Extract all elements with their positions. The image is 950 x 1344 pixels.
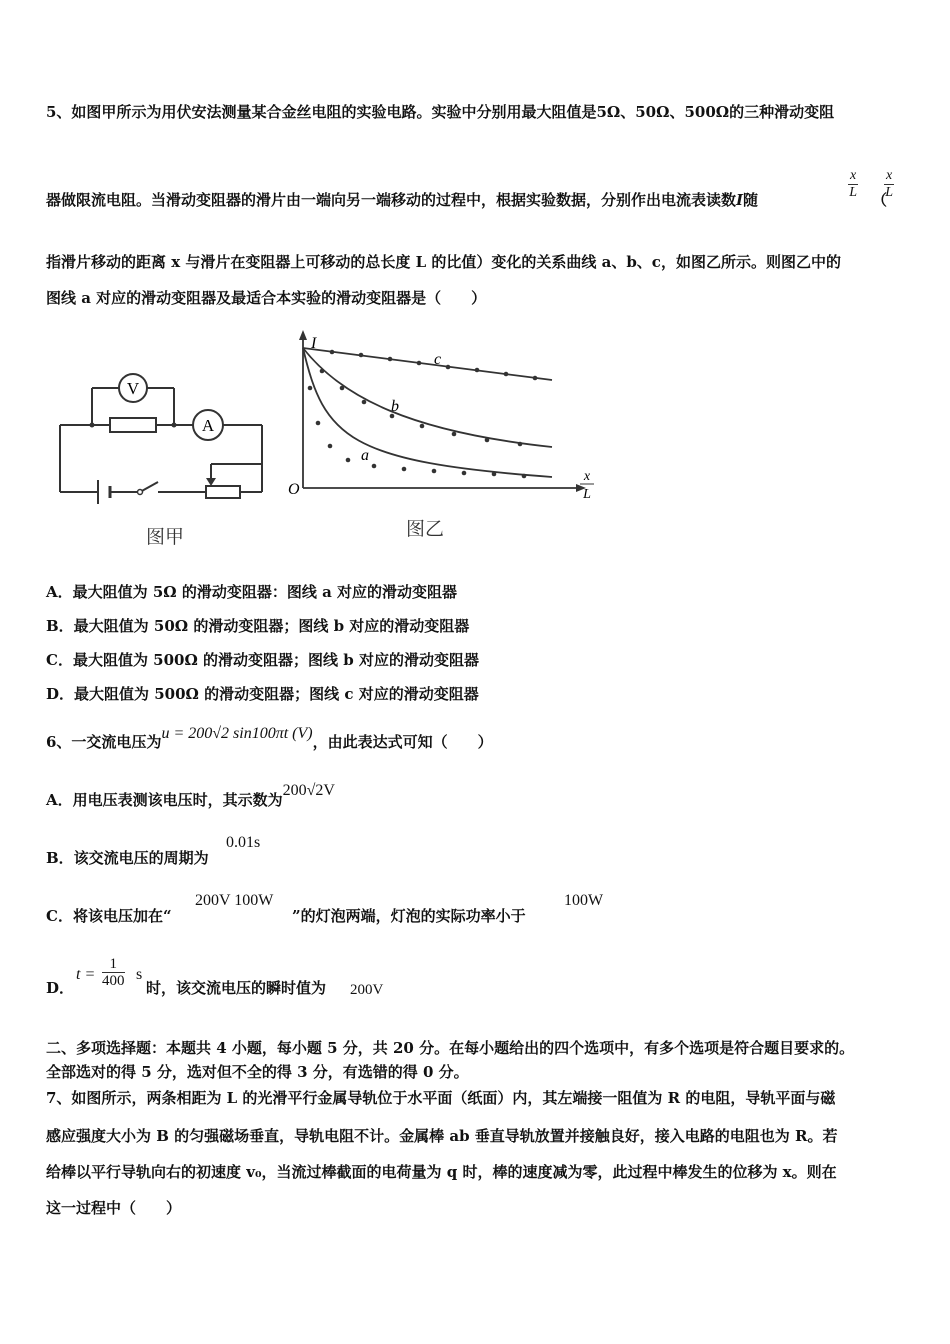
q5-line-2-sui: 随 [743,191,759,209]
data-point [402,467,407,472]
data-point [452,432,457,437]
data-point [420,424,425,429]
data-point [328,444,333,449]
data-point [485,438,490,443]
q6-option-d-fraction [102,956,125,989]
section-2-line-2: 全部选对的得 5 分，选对但不全的得 3 分，有选错的得 0 分。 [46,1063,469,1081]
voltmeter-label: V [126,379,140,398]
q5-line-1: 5、如图甲所示为用伏安法测量某合金丝电阻的实验电路。实验中分别用最大阻值是5Ω、50Ω、500Ω的三种滑动变阻 [46,103,835,121]
q6-option-c-math-2: 100W [564,892,604,909]
figure-yi-caption: 图乙 [406,518,445,540]
curve-a [303,348,552,477]
data-point [340,386,345,391]
data-point [417,361,422,366]
q5-option-c: C．最大阻值为 500Ω 的滑动变阻器；图线 b 对应的滑动变阻器 [46,651,479,669]
q5-option-b: B．最大阻值为 50Ω 的滑动变阻器；图线 b 对应的滑动变阻器 [46,617,470,635]
rheostat [206,486,240,498]
data-point [388,357,393,362]
circuit-diagram [50,360,270,510]
data-point [359,353,364,358]
fraction-denominator: L [849,185,857,200]
data-point [362,400,367,405]
data-point [533,376,538,381]
q6-option-d-math: 200V [350,982,384,998]
data-point [475,368,480,373]
q6-option-b-text: B．该交流电压的周期为 [46,849,209,867]
curve-b [303,348,552,447]
q6-option-c-math-1: 200V 100W [195,892,274,909]
data-point [330,350,335,355]
data-point [308,386,313,391]
data-point [446,365,451,370]
fraction-numerator: x [886,168,893,183]
q7-line-3: 给棒以平行导轨向右的初速度 v₀，当流过棒截面的电荷量为 q 时，棒的速度减为零，此过程中棒发生的位移为 x。则在 [46,1163,837,1181]
q6-stem [46,725,493,753]
resistor [110,418,156,432]
curve-label-c: c [434,351,442,368]
data-point [522,474,527,479]
q7-line-1: 7、如图所示，两条相距为 L 的光滑平行金属导轨位于水平面（纸面）内，其左端接一阻值为 R 的电阻，导轨平面与磁 [46,1089,836,1107]
q6-formula: u = 200√2 sin100πt (V) [161,725,313,742]
origin-label: O [288,481,300,498]
q6-option-d-unit: s [136,966,143,983]
q6-option-c [46,906,172,926]
curve-label-b: b [391,398,399,415]
data-point [492,472,497,477]
q6-option-a-math: 200√2V [282,782,335,799]
q7-line-4: 这一过程中（ ） [46,1199,182,1217]
data-point [316,421,321,426]
x-axis-label-den: L [583,487,591,502]
y-axis-label: I [311,335,317,352]
q6-option-c-text-2: ”的灯泡两端，灯泡的实际功率小于 [292,907,526,925]
q5-open-paren: （ [872,191,888,209]
fraction-denominator: 400 [102,973,125,989]
junction-dot [172,423,177,428]
q5-var-I: I [736,191,744,209]
q6-option-d-t: t = [76,966,96,983]
q6-stem-tail: ，由此表达式可知（ ） [312,733,493,751]
q5-line-4: 图线 a 对应的滑动变阻器及最适合本实验的滑动变阻器是（ ） [46,289,487,307]
q5-option-a: A．最大阻值为 5Ω 的滑动变阻器：图线 a 对应的滑动变阻器 [46,583,458,601]
curve-label-a: a [361,447,369,464]
q6-option-d-text: 时，该交流电压的瞬时值为 [146,979,327,997]
q6-option-a [46,782,335,811]
q6-option-c-text: C．将该电压加在“ [46,907,172,925]
q5-line-2 [46,190,758,210]
data-point [320,369,325,374]
q5-fraction-1 [848,168,858,201]
data-point [432,469,437,474]
fraction-numerator: 1 [102,956,125,973]
q5-option-d: D．最大阻值为 500Ω 的滑动变阻器；图线 c 对应的滑动变阻器 [46,685,479,703]
q6-option-b [46,848,209,868]
data-point [518,442,523,447]
x-axis-label-num: x [583,469,591,484]
q5-line-2-text: 器做限流电阻。当滑动变阻器的滑片由一端向另一端移动的过程中，根据实验数据，分别作出电流表读数 [46,191,737,209]
data-point [462,471,467,476]
fraction-numerator: x [850,168,857,183]
graph-figure [282,328,602,508]
q6-option-a-text: A．用电压表测该电压时，其示数为 [46,791,283,809]
section-2-heading: 二、多项选择题：本题共 4 小题，每小题 5 分，共 20 分。在每小题给出的四个选项中，有多个选项是符合题目要求的。 [46,1039,855,1057]
curve-c [303,348,552,380]
figure-jia-caption: 图甲 [146,526,185,548]
slider-arrow-icon [206,478,216,486]
q5-line-3: 指滑片移动的距离 x 与滑片在变阻器上可移动的总长度 L 的比值）变化的关系曲线 a、b、c，如图乙所示。则图乙中的 [46,253,841,271]
y-axis-arrow-icon [299,330,307,340]
q7-line-2: 感应强度大小为 B 的匀强磁场垂直，导轨电阻不计。金属棒 ab 垂直导轨放置并接触良好，接入电路的电阻也为 R。若 [46,1127,838,1145]
fraction-denominator: L [885,185,893,200]
data-point [346,458,351,463]
switch-contact [138,490,143,495]
q6-option-b-math: 0.01s [226,834,261,851]
q6-stem-text: 6、一交流电压为 [46,733,162,751]
ammeter-label: A [201,416,215,435]
q5-fraction-2 [884,168,894,201]
data-point [504,372,509,377]
junction-dot [90,423,95,428]
data-point [372,464,377,469]
q6-option-d-letter: D． [46,979,75,997]
